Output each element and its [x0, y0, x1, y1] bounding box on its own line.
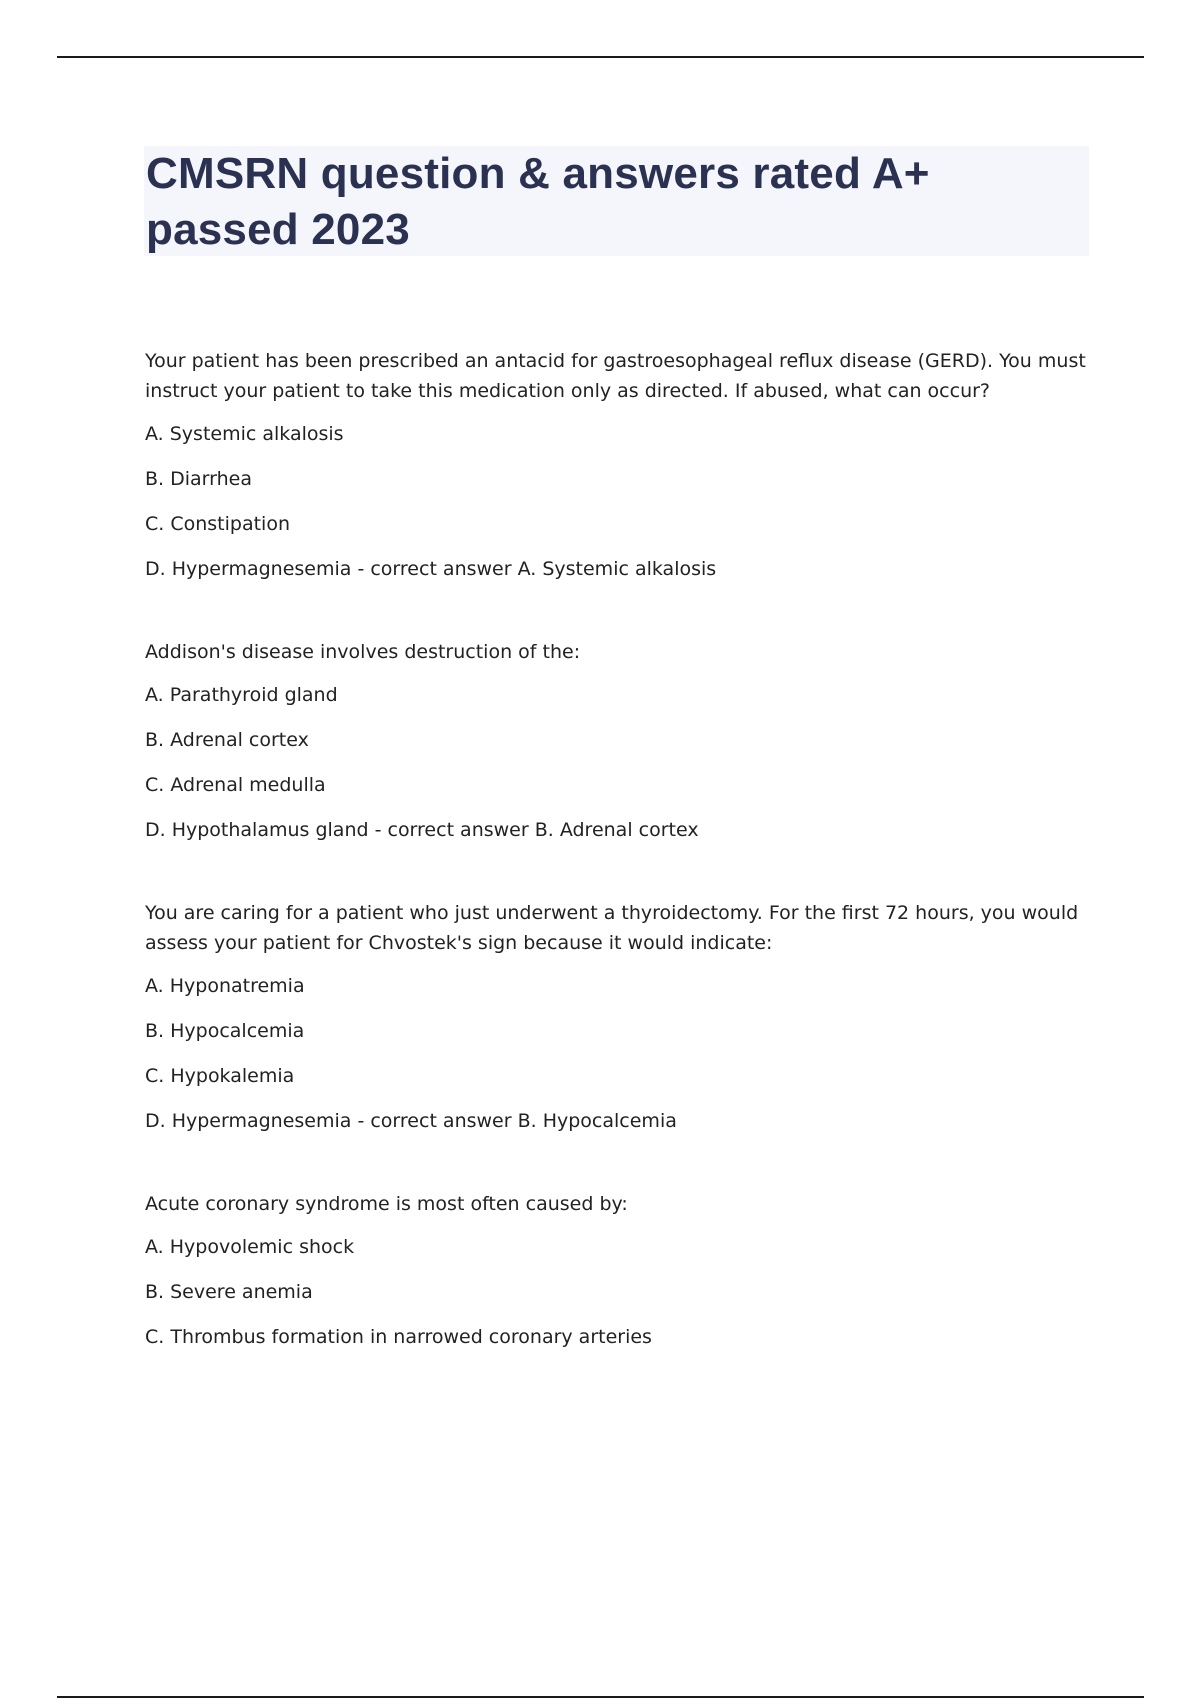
- question-block: [145, 1189, 1095, 1352]
- answer-option: A. Hypovolemic shock: [145, 1236, 355, 1258]
- document-body: [145, 346, 1095, 1405]
- question-text: You are caring for a patient who just underwent a thyroidectomy. For the first 72 hours, you would assess your patient for Chvostek's sign because it would indicate:: [145, 902, 1079, 954]
- question-text: Your patient has been prescribed an antacid for gastroesophageal reflux disease (GERD). You must instruct your patient to take this medication only as directed. If abused, what can occur?: [145, 350, 1086, 402]
- answer-option: B. Adrenal cortex: [145, 729, 309, 751]
- bottom-divider: [57, 1696, 1144, 1698]
- answer-option: A. Hyponatremia: [145, 975, 305, 997]
- question-text: Acute coronary syndrome is most often caused by:: [145, 1193, 628, 1215]
- answer-option: A. Systemic alkalosis: [145, 423, 344, 445]
- question-block: [145, 898, 1095, 1136]
- answer-option: C. Adrenal medulla: [145, 774, 326, 796]
- answer-option: C. Constipation: [145, 513, 291, 535]
- answer-option: A. Parathyroid gland: [145, 684, 338, 706]
- answer-option: D. Hypermagnesemia - correct answer B. Hypocalcemia: [145, 1110, 677, 1132]
- question-text: Addison's disease involves destruction of the:: [145, 641, 581, 663]
- answer-option: D. Hypothalamus gland - correct answer B. Adrenal cortex: [145, 819, 699, 841]
- title-banner: [144, 146, 1089, 256]
- question-block: [145, 637, 1095, 845]
- top-divider: [57, 56, 1144, 58]
- answer-option: B. Severe anemia: [145, 1281, 313, 1303]
- answer-option: C. Hypokalemia: [145, 1065, 295, 1087]
- answer-option: B. Diarrhea: [145, 468, 252, 490]
- page-title: CMSRN question & answers rated A+ passed 2023: [146, 149, 930, 254]
- answer-option: D. Hypermagnesemia - correct answer A. Systemic alkalosis: [145, 558, 717, 580]
- question-block: [145, 346, 1095, 584]
- answer-option: C. Thrombus formation in narrowed coronary arteries: [145, 1326, 652, 1348]
- answer-option: B. Hypocalcemia: [145, 1020, 305, 1042]
